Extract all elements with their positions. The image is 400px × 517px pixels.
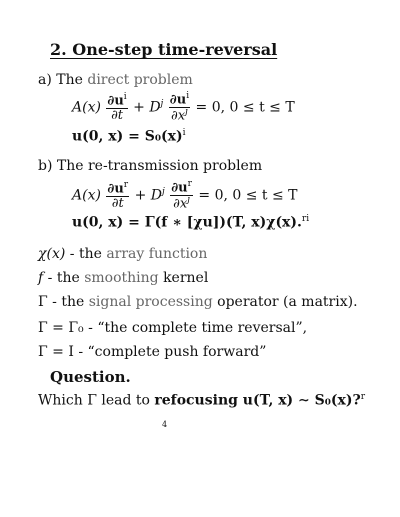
eq-b-frac-1 [106,181,129,211]
eq-b-frac1-sup: r [123,179,129,190]
def-gray: array function [106,246,208,262]
eq-b-frac2-den: ∂x [173,196,188,212]
definition-push-forward [38,344,266,360]
def-tail: “the complete time reversal”, [97,320,308,336]
def-dash: - the [43,270,85,286]
def-dash: - [73,344,88,360]
question-title: Question. [50,368,131,386]
eq-b2-sup: r [301,214,307,224]
definition-signal-operator [38,294,358,310]
eq-a-frac1-den: ∂t [111,107,124,123]
part-b-label: b) The re-transmission problem [38,158,263,174]
definition-smoothing-kernel [38,270,208,286]
eq-b-mid: + D [134,187,162,204]
eq-a-frac2-den-sup: j [185,106,188,117]
eq-a-frac-1 [106,93,127,123]
eq-b-frac-2 [170,180,193,211]
eq-a-frac2-den: ∂x [171,108,186,124]
definition-complete-time-reversal [38,320,307,336]
part-a-label-gray: direct problem [87,72,193,88]
question-bold: refocusing [154,392,238,409]
eq-b-frac2-den-sup: j [187,194,190,205]
question-post-sup: r [360,392,366,402]
eq-a-left: A(x) [72,99,101,116]
def-gray: smoothing [84,270,159,286]
eq-b2-text: u(0, x) = Γ(f ∗ [χu])(T, x)χ(x). [72,214,302,231]
part-a-equation-1 [72,92,295,123]
question-pre: Which Γ lead to [38,392,155,409]
part-b-equation-1 [72,180,298,211]
def-symbol: χ(x) [38,246,66,262]
eq-a-frac1-sup: i [123,91,127,102]
def-symbol: Γ = Γ₀ [38,320,84,336]
def-gray: signal processing [88,294,213,310]
eq-a-frac-2 [169,92,190,123]
part-a-equation-2 [72,128,185,145]
eq-a-frac1-num: ∂u [107,93,124,108]
def-tail: operator (a matrix). [212,294,358,310]
part-b-equation-2 [72,214,309,231]
eq-a-mid-sup: j [160,98,164,109]
eq-a-frac2-sup: i [186,91,190,101]
eq-b-frac2-sup: r [187,179,192,189]
eq-a2-sup: i [182,128,186,138]
eq-b-frac1-den: ∂t [111,195,124,211]
eq-a-right: = 0, 0 ≤ t ≤ T [195,99,295,116]
eq-b-left: A(x) [72,187,101,204]
def-dash: - [83,320,98,336]
definition-array-function [38,246,207,262]
question-post: u(T, x) ∼ S₀(x)? [237,392,361,409]
eq-b2-inner-sup: i [306,214,310,224]
def-symbol: f [38,270,44,286]
def-dash: - the [65,246,107,262]
part-a-label-text: a) The [38,72,83,88]
eq-b-right: = 0, 0 ≤ t ≤ T [198,187,298,204]
def-dash: - the [47,294,89,310]
def-tail: kernel [158,270,209,286]
def-tail: “complete push forward” [87,344,267,360]
def-symbol: Γ = I [38,344,74,360]
part-a-label [38,72,193,88]
section-heading: 2. One-step time-reversal [50,40,278,59]
question-text [38,392,365,409]
eq-a-frac2-num: ∂u [169,92,187,108]
eq-b-mid-sup: j [161,186,165,197]
eq-a2-text: u(0, x) = S₀(x) [72,128,183,145]
def-symbol: Γ [38,294,48,310]
eq-a-mid: + D [133,99,161,116]
eq-b-frac2-num: ∂u [171,180,188,196]
eq-b-frac1-num: ∂u [107,181,124,196]
page-number: 4 [162,420,168,429]
